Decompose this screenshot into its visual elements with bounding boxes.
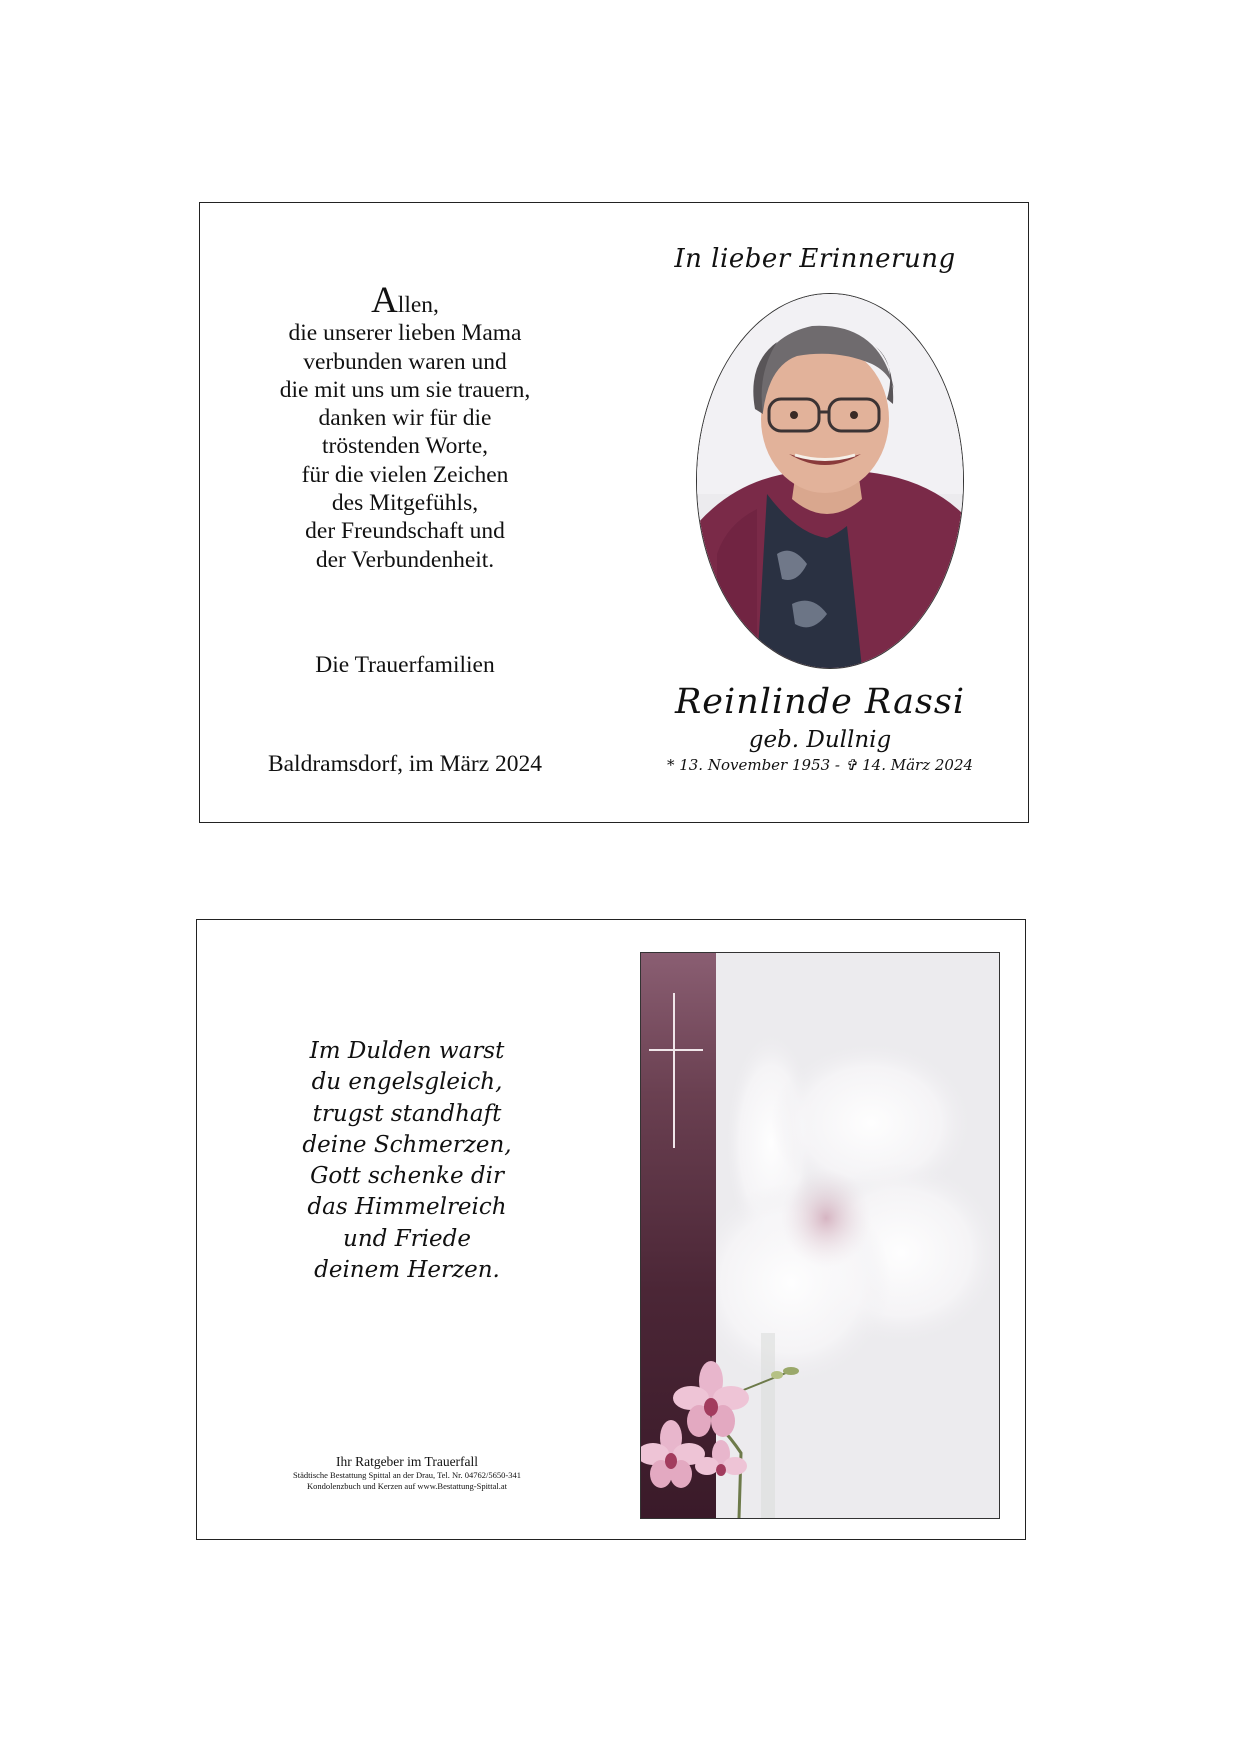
poem-line: du engelsgleich, [311,1069,503,1096]
thank-you-text [240,280,570,574]
portrait-illustration [697,294,963,668]
thanks-line: die mit uns um sie trauern, [279,376,531,403]
thanks-line: der Verbundenheit. [315,546,495,573]
orchid-icon [641,953,999,1518]
poem-line: und Friede [343,1225,471,1252]
place-and-date: Baldramsdorf, im März 2024 [267,751,543,777]
thanks-line: der Freundschaft und [305,518,505,545]
life-dates: * 13. November 1953 - ✞ 14. März 2024 [666,756,974,774]
poem-line: deine Schmerzen, [302,1131,512,1158]
footer-title: Ihr Ratgeber im Trauerfall [335,1454,479,1469]
footer-website: Kondolenzbuch und Kerzen auf www.Bestattung-Spittal.at [306,1481,508,1491]
memorial-card-front [199,202,1029,823]
thanks-first-line [240,280,570,321]
poem-line: trugst standhaft [312,1100,502,1127]
poem-line: deinem Herzen. [314,1257,500,1284]
thanks-line: verbunden waren und [303,348,507,375]
poem [257,1036,557,1286]
signoff-families: Die Trauerfamilien [315,652,495,678]
thanks-line: des Mitgefühls, [331,490,479,517]
decorative-image-panel [640,952,1000,1519]
thanks-initial: A [371,280,398,321]
thanks-line: die unserer lieben Mama [288,320,522,347]
funeral-service-footer [257,1454,557,1492]
thanks-line: danken wir für die [318,405,492,432]
thanks-line: für die vielen Zeichen [301,461,509,488]
memorial-card-back [196,919,1026,1540]
memory-heading: In lieber Erinnerung [674,244,956,274]
poem-line: Im Dulden warst [309,1038,505,1064]
thanks-first-rest: llen, [397,292,439,318]
thanks-line: tröstenden Worte, [321,433,489,460]
deceased-name: Reinlinde Rassi [674,682,966,722]
poem-line: Gott schenke dir [310,1163,504,1190]
poem-line: das Himmelreich [307,1194,507,1221]
portrait-photo [696,293,964,669]
maiden-name: geb. Dullnig [748,727,892,753]
footer-contact: Städtische Bestattung Spittal an der Drau, Tel. Nr. 04762/5650-341 [292,1470,521,1480]
